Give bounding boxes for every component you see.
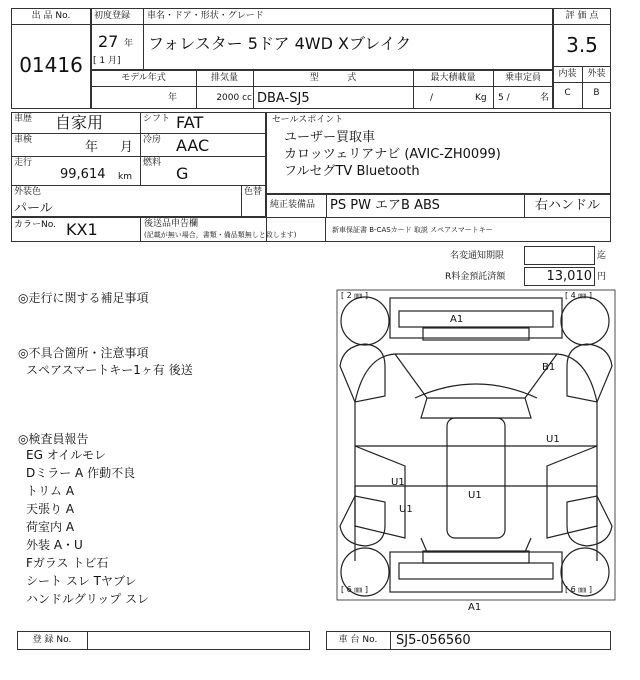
first-registration-month: [ 1 月] (93, 56, 121, 66)
max-load-label: 最大積載量 (430, 73, 476, 83)
displacement-label: 排気量 (210, 73, 238, 83)
sales-points-label: セールスポイント (272, 115, 344, 125)
model-year-label: モデル年式 (121, 73, 166, 83)
mark-left-doors-upper: U1 (391, 477, 405, 488)
history-label: 車歴 (14, 114, 33, 124)
history-value: 自家用 (55, 113, 104, 132)
first-registration-label: 初度登録 (94, 11, 131, 21)
inspector-item-2: Dミラー A 作動不良 (26, 466, 136, 480)
exterior-label: 外装 (587, 69, 606, 79)
mark-roof: U1 (468, 490, 482, 501)
score-value: 3.5 (566, 33, 598, 57)
registration-label: 登 録 No. (32, 635, 72, 645)
model-year-unit: 年 (168, 93, 178, 103)
equipment-label: 純正装備品 (270, 200, 316, 210)
score-label: 評 価 点 (565, 11, 599, 21)
recycle-value: 13,010 (546, 269, 592, 284)
mileage-label: 走行 (14, 158, 33, 168)
defects-title: ◎不具合箇所・注意事項 (18, 346, 149, 360)
outer-color-label: 外装色 (14, 187, 42, 197)
max-load-slash: / (430, 93, 434, 103)
displacement-value: 2000 cc (216, 93, 252, 103)
color-change-label: 色替 (244, 187, 263, 197)
capacity-value: 5 / (498, 93, 510, 103)
vehicle-name-label: 車名・ドア・形状・グレード (147, 11, 264, 21)
color-no-label: カラーNo. (14, 220, 56, 230)
ac-value: AAC (176, 136, 210, 155)
fuel-value: G (176, 164, 189, 183)
ac-label: 冷房 (143, 135, 162, 145)
capacity-unit: 名 (540, 93, 550, 103)
inspector-item-3: トリム A (26, 484, 75, 498)
outer-color-value: パール (14, 201, 53, 216)
model-code-value: DBA-SJ5 (257, 91, 310, 106)
inspection-month: 月 (120, 140, 134, 155)
name-change-label: 名変通知期限 (450, 251, 505, 261)
year-unit: 年 (124, 39, 134, 49)
inspector-item-4: 天張り A (26, 502, 75, 516)
tire-depth-rear-left: [ 6 ㎜ ] (341, 585, 368, 594)
shift-label: シフト (143, 114, 171, 124)
tire-depth-front-right: [ 4 ㎜ ] (565, 291, 592, 300)
warranty-items: 新車保証書 B-CASカード 取説 スペアスマートキー (332, 226, 493, 234)
mark-rear-bumper: A1 (468, 602, 482, 613)
inspector-item-5: 荷室内 A (26, 520, 75, 534)
name-change-unit: 迄 (597, 251, 607, 261)
mark-right-doors: U1 (546, 434, 560, 445)
car-damage-diagram (335, 286, 617, 613)
car-name: フォレスター 5ドア 4WD Xブレイク (148, 34, 412, 53)
inspection-year: 年 (85, 140, 99, 155)
aftermarket-note: (記載が無い場合，書類・備品類無しと致します) (144, 231, 297, 239)
capacity-label: 乗車定員 (504, 73, 541, 83)
recycle-unit: 円 (597, 272, 607, 282)
model-code-label: 型 式 (309, 73, 357, 83)
sales-point-2: カロッツェリアナビ (AVIC-ZH0099) (284, 147, 501, 162)
inspector-item-1: EG オイルモレ (26, 448, 107, 462)
fuel-label: 燃料 (143, 158, 162, 168)
inspector-title: ◎検査員報告 (18, 432, 89, 446)
tire-depth-front-left: [ 2 ㎜ ] (341, 291, 368, 300)
mileage-unit: km (118, 172, 132, 182)
inspection-label: 車検 (14, 135, 33, 145)
defect-item: スペアスマートキー1ヶ有 後送 (26, 363, 193, 377)
inspector-item-7: Fガラス トビ石 (26, 556, 109, 570)
tire-depth-rear-right: [ 6 ㎜ ] (565, 585, 592, 594)
mark-front-bumper: A1 (450, 314, 464, 325)
equipment-items: PS PW エアB ABS (330, 198, 440, 213)
chassis-number: SJ5-056560 (396, 633, 471, 648)
color-no-value: KX1 (66, 220, 98, 239)
mark-right-front-fender: B1 (542, 362, 556, 373)
aftermarket-label: 後送品申告欄 (144, 219, 199, 229)
handle-position: 右ハンドル (534, 198, 600, 213)
lot-number-label: 出 品 No. (31, 11, 71, 21)
sales-point-1: ユーザー買取車 (284, 130, 376, 145)
sales-point-3: フルセグTV Bluetooth (284, 164, 420, 179)
name-change-box (524, 246, 595, 265)
inspector-item-8: シート スレ Tヤブレ (26, 574, 137, 588)
interior-label: 内装 (558, 69, 577, 79)
mark-left-doors-lower: U1 (399, 504, 413, 515)
inspector-item-6: 外装 A・U (26, 538, 83, 552)
interior-grade: C (564, 88, 571, 98)
lot-number: 01416 (19, 53, 83, 77)
chassis-label: 車 台 No. (338, 635, 378, 645)
first-registration-year: 27 (98, 32, 119, 51)
max-load-unit: Kg (475, 93, 487, 103)
recycle-label: R料金預託済額 (445, 272, 506, 282)
mileage-value: 99,614 (60, 167, 106, 182)
inspector-item-9: ハンドルグリップ スレ (26, 592, 150, 606)
driving-notes-title: ◎走行に関する補足事項 (18, 291, 149, 305)
shift-value: FAT (176, 113, 204, 132)
exterior-grade: B (593, 88, 600, 98)
